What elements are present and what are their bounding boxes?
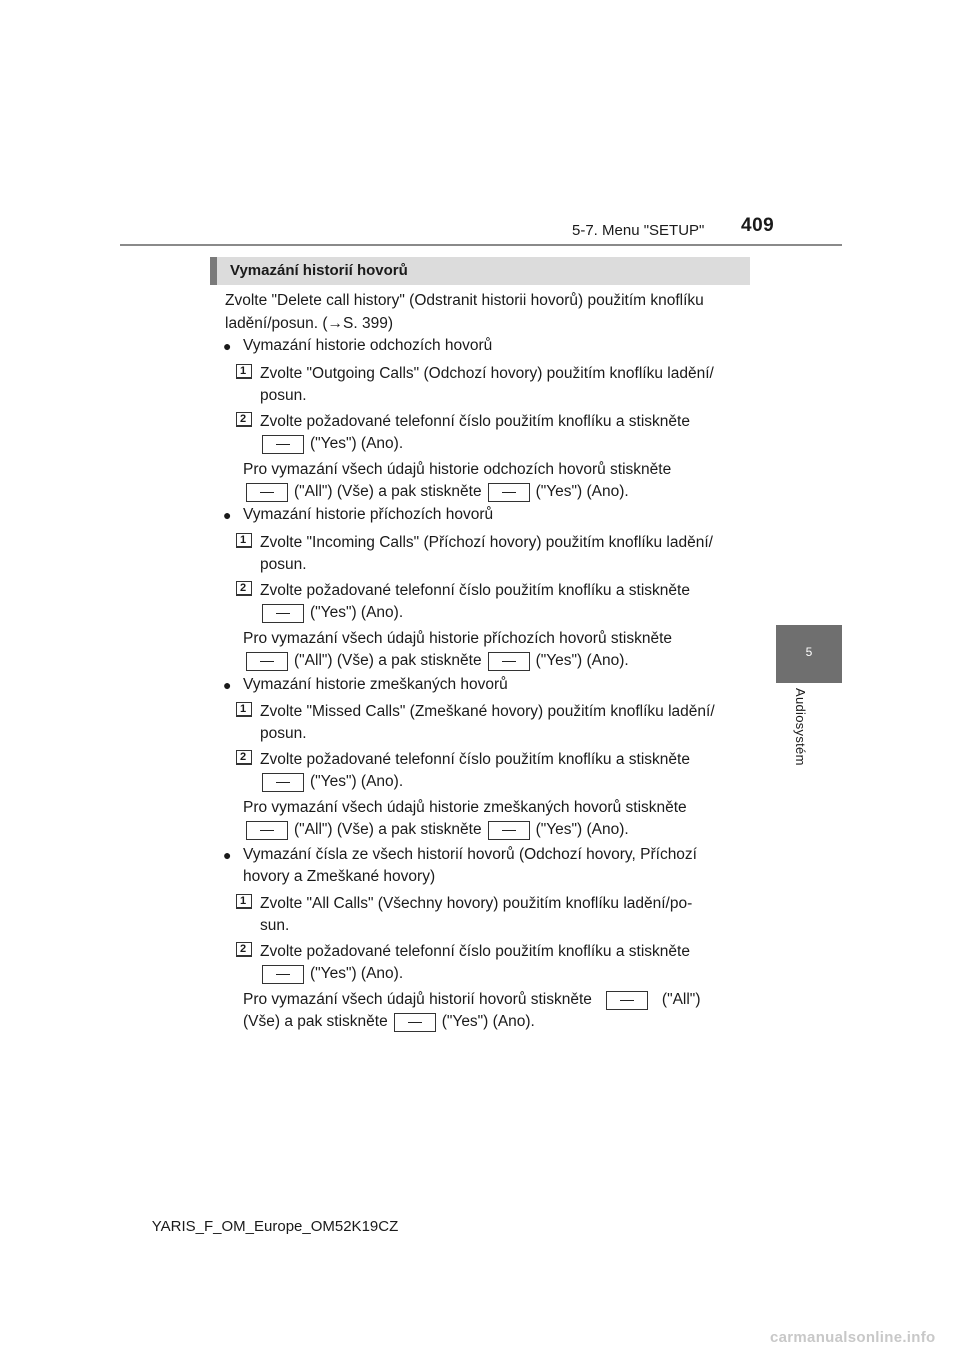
block-title	[243, 845, 697, 865]
step-number-badge: 1	[236, 894, 252, 909]
yes-button-icon	[488, 821, 530, 840]
note-text-line: Pro vymazání všech údajů historie odchozích hovorů stiskněte	[243, 461, 672, 478]
block-title	[243, 505, 493, 525]
yes-button-icon	[262, 773, 304, 792]
block-title-text: Vymazání historie odchozích hovorů	[243, 337, 493, 354]
intro-line-2	[225, 314, 393, 334]
step-text	[262, 964, 403, 984]
all-button-icon	[246, 483, 288, 502]
step-text-line: Zvolte požadované telefonní číslo použitím knoflíku a stiskněte	[260, 751, 690, 768]
note-text-line: ("Yes") (Ano).	[535, 483, 629, 500]
note-text-line: ("All") (Vše) a pak stiskněte	[294, 821, 482, 838]
all-button-icon	[606, 991, 648, 1010]
note-text-line: Pro vymazání všech údajů historií hovorů stiskněte	[243, 991, 592, 1008]
step-text-line: Zvolte požadované telefonní číslo použitím knoflíku a stiskněte	[260, 943, 690, 960]
step-text-line: ("Yes") (Ano).	[310, 604, 404, 621]
chapter-tab	[776, 625, 842, 683]
note-text	[243, 1012, 535, 1032]
step-text	[260, 916, 289, 936]
yes-button-icon	[488, 483, 530, 502]
intro-text-2: ladění/posun. (→S. 399)	[225, 315, 394, 332]
step-text-line: ("Yes") (Ano).	[310, 965, 404, 982]
step-text-line: Zvolte "All Calls" (Všechny hovory) použitím knoflíku ladění/po-	[260, 895, 693, 912]
step-text	[260, 750, 690, 770]
step-text	[260, 555, 307, 575]
step-text-line: posun.	[260, 725, 307, 742]
block-title-text: Vymazání čísla ze všech historií hovorů (Odchozí hovory, Příchozí	[243, 846, 697, 863]
step-text-line: posun.	[260, 556, 307, 573]
step-text	[260, 533, 713, 553]
intro-line-1	[225, 291, 745, 311]
yes-button-icon	[262, 604, 304, 623]
section-heading-text: Vymazání historií hovorů	[230, 262, 408, 279]
note-text-line: ("All") (Vše) a pak stiskněte	[294, 652, 482, 669]
bullet-icon: ●	[223, 677, 232, 693]
bullet-icon: ●	[223, 338, 232, 354]
section-heading	[210, 257, 750, 285]
step-text-line: Zvolte "Missed Calls" (Zmeškané hovory) použitím knoflíku ladění/	[260, 703, 715, 720]
watermark: carmanualsonline.info	[770, 1329, 936, 1346]
step-text	[260, 894, 692, 914]
note-text	[243, 460, 671, 480]
step-text-line: Zvolte požadované telefonní číslo použitím knoflíku a stiskněte	[260, 413, 690, 430]
step-text-line: sun.	[260, 917, 290, 934]
bullet-icon: ●	[223, 847, 232, 863]
step-text-line: posun.	[260, 387, 307, 404]
note-text	[243, 651, 629, 671]
document-code: YARIS_F_OM_Europe_OM52K19CZ	[151, 1218, 399, 1235]
step-text	[262, 603, 403, 623]
chapter-number: 5	[805, 645, 813, 659]
note-text	[243, 482, 629, 502]
yes-button-icon	[394, 1013, 436, 1032]
note-text	[243, 629, 672, 649]
step-text-line: ("Yes") (Ano).	[310, 773, 404, 790]
note-text-line: ("Yes") (Ano).	[535, 652, 629, 669]
note-text-line: ("Yes") (Ano).	[535, 821, 629, 838]
header-divider	[120, 244, 842, 246]
note-text	[243, 798, 687, 818]
note-text-line: Pro vymazání všech údajů historie zmeškaných hovorů stiskněte	[243, 799, 687, 816]
step-number-badge: 2	[236, 750, 252, 765]
step-number-badge: 1	[236, 702, 252, 717]
step-text	[260, 386, 307, 406]
all-button-icon	[246, 821, 288, 840]
step-text-line: Zvolte "Incoming Calls" (Příchozí hovory) použitím knoflíku ladění/	[260, 534, 713, 551]
step-text	[262, 772, 403, 792]
block-title	[243, 867, 435, 887]
note-text	[243, 820, 629, 840]
bullet-icon: ●	[223, 507, 232, 523]
step-text	[260, 724, 307, 744]
step-text-line: ("Yes") (Ano).	[310, 435, 404, 452]
note-text-line: (Vše) a pak stiskněte	[243, 1013, 388, 1030]
block-title-text: Vymazání historie zmeškaných hovorů	[243, 676, 508, 693]
section-title: 5-7. Menu "SETUP"	[572, 222, 705, 239]
block-title	[243, 675, 508, 695]
step-text	[260, 581, 690, 601]
note-text-line: ("Yes") (Ano).	[441, 1013, 535, 1030]
yes-button-icon	[262, 435, 304, 454]
step-text	[260, 412, 690, 432]
step-number-badge: 2	[236, 412, 252, 427]
step-text	[260, 702, 715, 722]
intro-text-1: Zvolte "Delete call history" (Odstranit historii hovorů) použitím knoflíku	[225, 292, 704, 309]
chapter-label: Audiosystém	[793, 688, 808, 766]
step-text-line: Zvolte "Outgoing Calls" (Odchozí hovory) použitím knoflíku ladění/	[260, 365, 714, 382]
note-text	[243, 990, 700, 1010]
page-number: 409	[741, 215, 775, 236]
block-title-text: hovory a Zmeškané hovory)	[243, 868, 436, 885]
step-text	[260, 364, 714, 384]
step-number-badge: 1	[236, 364, 252, 379]
note-text-line: Pro vymazání všech údajů historie příchozích hovorů stiskněte	[243, 630, 673, 647]
yes-button-icon	[488, 652, 530, 671]
step-text	[260, 942, 690, 962]
step-text-line: Zvolte požadované telefonní číslo použitím knoflíku a stiskněte	[260, 582, 690, 599]
step-number-badge: 2	[236, 942, 252, 957]
block-title	[243, 336, 492, 356]
step-number-badge: 2	[236, 581, 252, 596]
note-text-line: ("All")	[661, 991, 701, 1008]
all-button-icon	[246, 652, 288, 671]
note-text-line: ("All") (Vše) a pak stiskněte	[294, 483, 482, 500]
step-number-badge: 1	[236, 533, 252, 548]
yes-button-icon	[262, 965, 304, 984]
step-text	[262, 434, 403, 454]
block-title-text: Vymazání historie příchozích hovorů	[243, 506, 494, 523]
